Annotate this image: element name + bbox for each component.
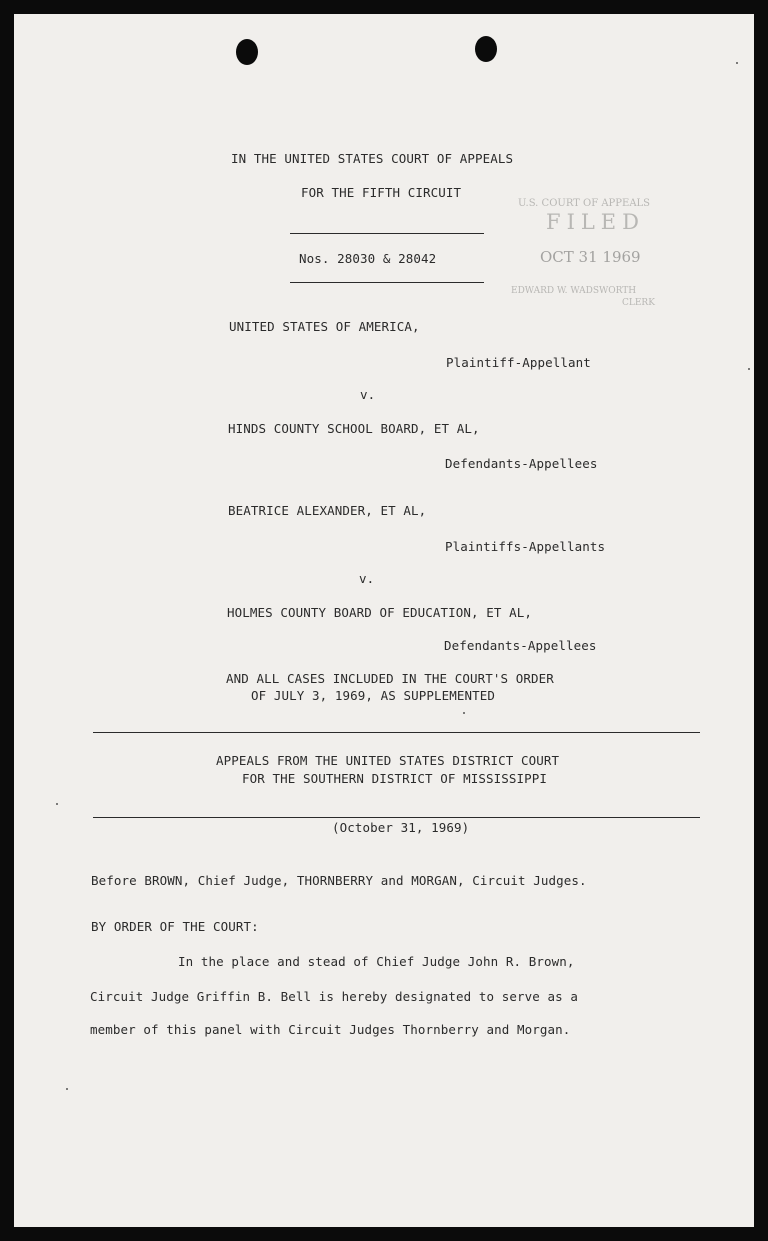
defendant-1-name: HINDS COUNTY SCHOOL BOARD, ET AL, — [228, 421, 480, 436]
order-heading: BY ORDER OF THE COURT: — [91, 919, 259, 934]
order-body-line-3: member of this panel with Circuit Judges Thornberry and Morgan. — [90, 1022, 571, 1037]
filed-stamp-court: U.S. COURT OF APPEALS — [518, 198, 651, 209]
rule-below-appeal — [93, 817, 700, 818]
paper-speck — [736, 62, 738, 64]
court-name: IN THE UNITED STATES COURT OF APPEALS — [231, 151, 514, 166]
circuit-name: FOR THE FIFTH CIRCUIT — [301, 185, 462, 200]
appeal-line-1: APPEALS FROM THE UNITED STATES DISTRICT COURT — [216, 753, 560, 768]
defendant-2-role: Defendants-Appellees — [444, 638, 597, 653]
filed-stamp-word: FILED — [546, 210, 645, 234]
panel-line: Before BROWN, Chief Judge, THORNBERRY and MORGAN, Circuit Judges. — [91, 873, 587, 888]
opinion-date: (October 31, 1969) — [332, 820, 470, 835]
filed-stamp-date: OCT 31 1969 — [540, 248, 641, 266]
punch-hole-left — [236, 39, 258, 65]
plaintiff-2-name: BEATRICE ALEXANDER, ET AL, — [228, 503, 427, 518]
appeal-line-2: FOR THE SOUTHERN DISTRICT OF MISSISSIPPI — [242, 771, 548, 786]
plaintiff-2-role: Plaintiffs-Appellants — [445, 539, 606, 554]
punch-hole-right — [475, 36, 497, 62]
versus-1: v. — [360, 387, 376, 402]
rule-below-case-numbers — [290, 282, 484, 283]
case-numbers: Nos. 28030 & 28042 — [299, 251, 437, 266]
rule-above-appeal — [93, 732, 700, 733]
order-body-line-1: In the place and stead of Chief Judge John R. Brown, — [178, 954, 575, 969]
versus-2: v. — [359, 571, 375, 586]
filed-stamp-clerk: EDWARD W. WADSWORTH — [511, 286, 637, 296]
order-body-line-2: Circuit Judge Griffin B. Bell is hereby designated to serve as a — [90, 989, 579, 1004]
rule-above-case-numbers — [290, 233, 484, 234]
paper-speck — [748, 368, 750, 370]
plaintiff-1-name: UNITED STATES OF AMERICA, — [229, 319, 420, 334]
filed-stamp-role: CLERK — [622, 298, 655, 308]
paper-speck — [463, 712, 465, 714]
defendant-2-name: HOLMES COUNTY BOARD OF EDUCATION, ET AL, — [227, 605, 533, 620]
paper-speck — [56, 803, 58, 805]
all-cases-line-1: AND ALL CASES INCLUDED IN THE COURT'S ORDER — [226, 671, 554, 686]
document-page — [14, 14, 754, 1227]
paper-speck — [66, 1088, 68, 1090]
plaintiff-1-role: Plaintiff-Appellant — [446, 355, 591, 370]
defendant-1-role: Defendants-Appellees — [445, 456, 598, 471]
all-cases-line-2: OF JULY 3, 1969, AS SUPPLEMENTED — [251, 688, 496, 703]
